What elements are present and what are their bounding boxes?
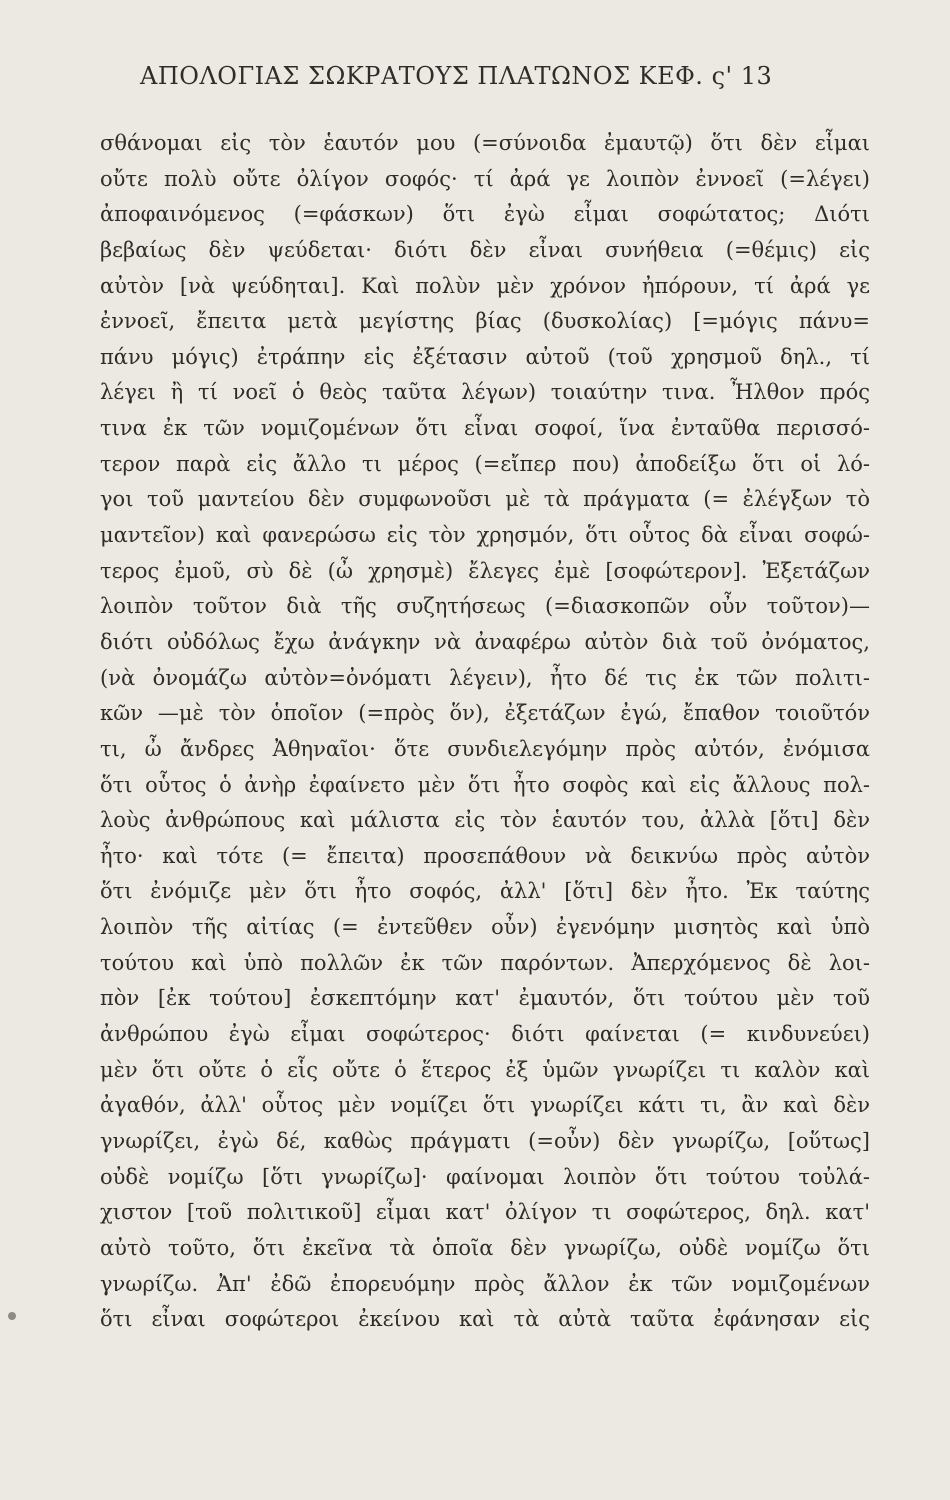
text-line: οὐδὲ νομίζω [ὅτι γνωρίζω]· φαίνομαι λοιπὸν ὅτι τούτου τοὐλά- (100, 1164, 870, 1189)
text-line: ἀγαθόν, ἀλλ' οὗτος μὲν νομίζει ὅτι γνωρίζει κάτι τι, ἂν καὶ δὲν (100, 1093, 870, 1118)
text-line: τερον παρὰ εἰς ἄλλο τι μέρος (=εἴπερ που) ἀποδείξω ὅτι οἱ λό- (100, 451, 870, 476)
text-line: βεβαίως δὲν ψεύδεται· διότι δὲν εἶναι συνήθεια (=θέμις) εἰς (100, 237, 870, 262)
text-line: ὅτι ἐνόμιζε μὲν ὅτι ἦτο σοφός, ἀλλ' [ὅτι] δὲν ἦτο. Ἐκ ταύτης (100, 879, 870, 904)
page-body-text (100, 126, 870, 1338)
text-line: τούτου καὶ ὑπὸ πολλῶν ἐκ τῶν παρόντων. Ἀπερχόμενος δὲ λοι- (100, 950, 870, 975)
text-line: σθάνομαι εἰς τὸν ἑαυτόν μου (=σύνοιδα ἐμαυτῷ) ὅτι δὲν εἶμαι (100, 131, 870, 155)
text-line: μαντεῖον) καὶ φανερώσω εἰς τὸν χρησμόν, ὅτι οὗτος δὰ εἶναι σοφώ- (100, 523, 870, 548)
text-line: διότι οὐδόλως ἔχω ἀνάγκην νὰ ἀναφέρω αὐτὸν διὰ τοῦ ὀνόματος, (100, 629, 870, 654)
text-line: γοι τοῦ μαντείου δὲν συμφωνοῦσι μὲ τὰ πράγματα (= ἐλέγξων τὸ (100, 487, 870, 512)
text-line: ἀποφαινόμενος (=φάσκων) ὅτι ἐγὼ εἶμαι σοφώτατος; Διότι (100, 202, 870, 227)
text-line: ἀνθρώπου ἐγὼ εἶμαι σοφώτερος· διότι φαίνεται (= κινδυνεύει) (100, 1022, 870, 1047)
text-line: γνωρίζω. Ἀπ' ἐδῶ ἐπορευόμην πρὸς ἄλλον ἐκ τῶν νομιζομένων (100, 1271, 870, 1296)
text-line: κῶν —μὲ τὸν ὁποῖον (=πρὸς ὅν), ἐξετάζων ἐγώ, ἔπαθον τοιοῦτόν (100, 701, 870, 726)
text-line: τινα ἐκ τῶν νομιζομένων ὅτι εἶναι σοφοί, ἵνα ἐνταῦθα περισσό- (100, 416, 870, 441)
text-line: λοὺς ἀνθρώπους καὶ μάλιστα εἰς τὸν ἑαυτόν του, ἀλλὰ [ὅτι] δὲν (100, 808, 870, 833)
running-head (140, 62, 880, 102)
text-line: αὐτὸ τοῦτο, ὅτι ἐκεῖνα τὰ ὁποῖα δὲν γνωρίζω, οὐδὲ νομίζω ὅτι (100, 1235, 870, 1260)
text-line: τι, ὦ ἄνδρες Ἀθηναῖοι· ὅτε συνδιελεγόμην πρὸς αὐτόν, ἐνόμισα (100, 736, 870, 761)
text-line: λοιπὸν τοῦτον διὰ τῆς συζητήσεως (=διασκοπῶν οὖν τοῦτον)— (100, 594, 870, 619)
text-line: (νὰ ὀνομάζω αὐτὸν=ὀνόματι λέγειν), ἦτο δέ τις ἐκ τῶν πολιτι- (100, 665, 870, 690)
text-line: πάνυ μόγις) ἐτράπην εἰς ἐξέτασιν αὐτοῦ (τοῦ χρησμοῦ δηλ., τί (100, 344, 870, 369)
running-head-title: ΑΠΟΛΟΓΙΑΣ ΣΩΚΡΑΤΟΥΣ ΠΛΑΤΩΝΟΣ ΚΕΦ. ς' 13 (140, 62, 773, 90)
text-line: οὔτε πολὺ οὔτε ὀλίγον σοφός· τί ἀρά γε λοιπὸν ἐννοεῖ (=λέγει) (100, 166, 870, 191)
margin-ink-dot (8, 1312, 16, 1320)
text-line: λοιπὸν τῆς αἰτίας (= ἐντεῦθεν οὖν) ἐγενόμην μισητὸς καὶ ὑπὸ (100, 915, 870, 940)
text-line: ἐννοεῖ, ἔπειτα μετὰ μεγίστης βίας (δυσκολίας) [=μόγις πάνυ= (100, 309, 870, 334)
text-line: χιστον [τοῦ πολιτικοῦ] εἶμαι κατ' ὀλίγον τι σοφώτερος, δηλ. κατ' (100, 1200, 870, 1225)
text-line: ὅτι εἶναι σοφώτεροι ἐκείνου καὶ τὰ αὐτὰ ταῦτα ἐφάνησαν εἰς (100, 1307, 870, 1332)
text-line: ὅτι οὗτος ὁ ἀνὴρ ἐφαίνετο μὲν ὅτι ἦτο σοφὸς καὶ εἰς ἄλλους πολ- (100, 772, 870, 797)
text-line: τερος ἐμοῦ, σὺ δὲ (ὦ χρησμὲ) ἔλεγες ἐμὲ [σοφώτερον]. Ἐξετάζων (100, 558, 870, 583)
text-line: λέγει ἢ τί νοεῖ ὁ θεὸς ταῦτα λέγων) τοιαύτην τινα. Ἦλθον πρός (100, 380, 870, 405)
text-line: γνωρίζει, ἐγὼ δέ, καθὼς πράγματι (=οὖν) δὲν γνωρίζω, [οὕτως] (100, 1128, 870, 1153)
text-line: μὲν ὅτι οὔτε ὁ εἷς οὔτε ὁ ἕτερος ἐξ ὑμῶν γνωρίζει τι καλὸν καὶ (100, 1057, 870, 1082)
text-line: αὐτὸν [νὰ ψεύδηται]. Καὶ πολὺν μὲν χρόνον ἠπόρουν, τί ἀρά γε (100, 273, 870, 298)
text-line: πὸν [ἐκ τούτου] ἐσκεπτόμην κατ' ἐμαυτόν, ὅτι τούτου μὲν τοῦ (100, 986, 870, 1011)
text-line: ἦτο· καὶ τότε (= ἔπειτα) προσεπάθουν νὰ δεικνύω πρὸς αὐτὸν (100, 843, 870, 868)
